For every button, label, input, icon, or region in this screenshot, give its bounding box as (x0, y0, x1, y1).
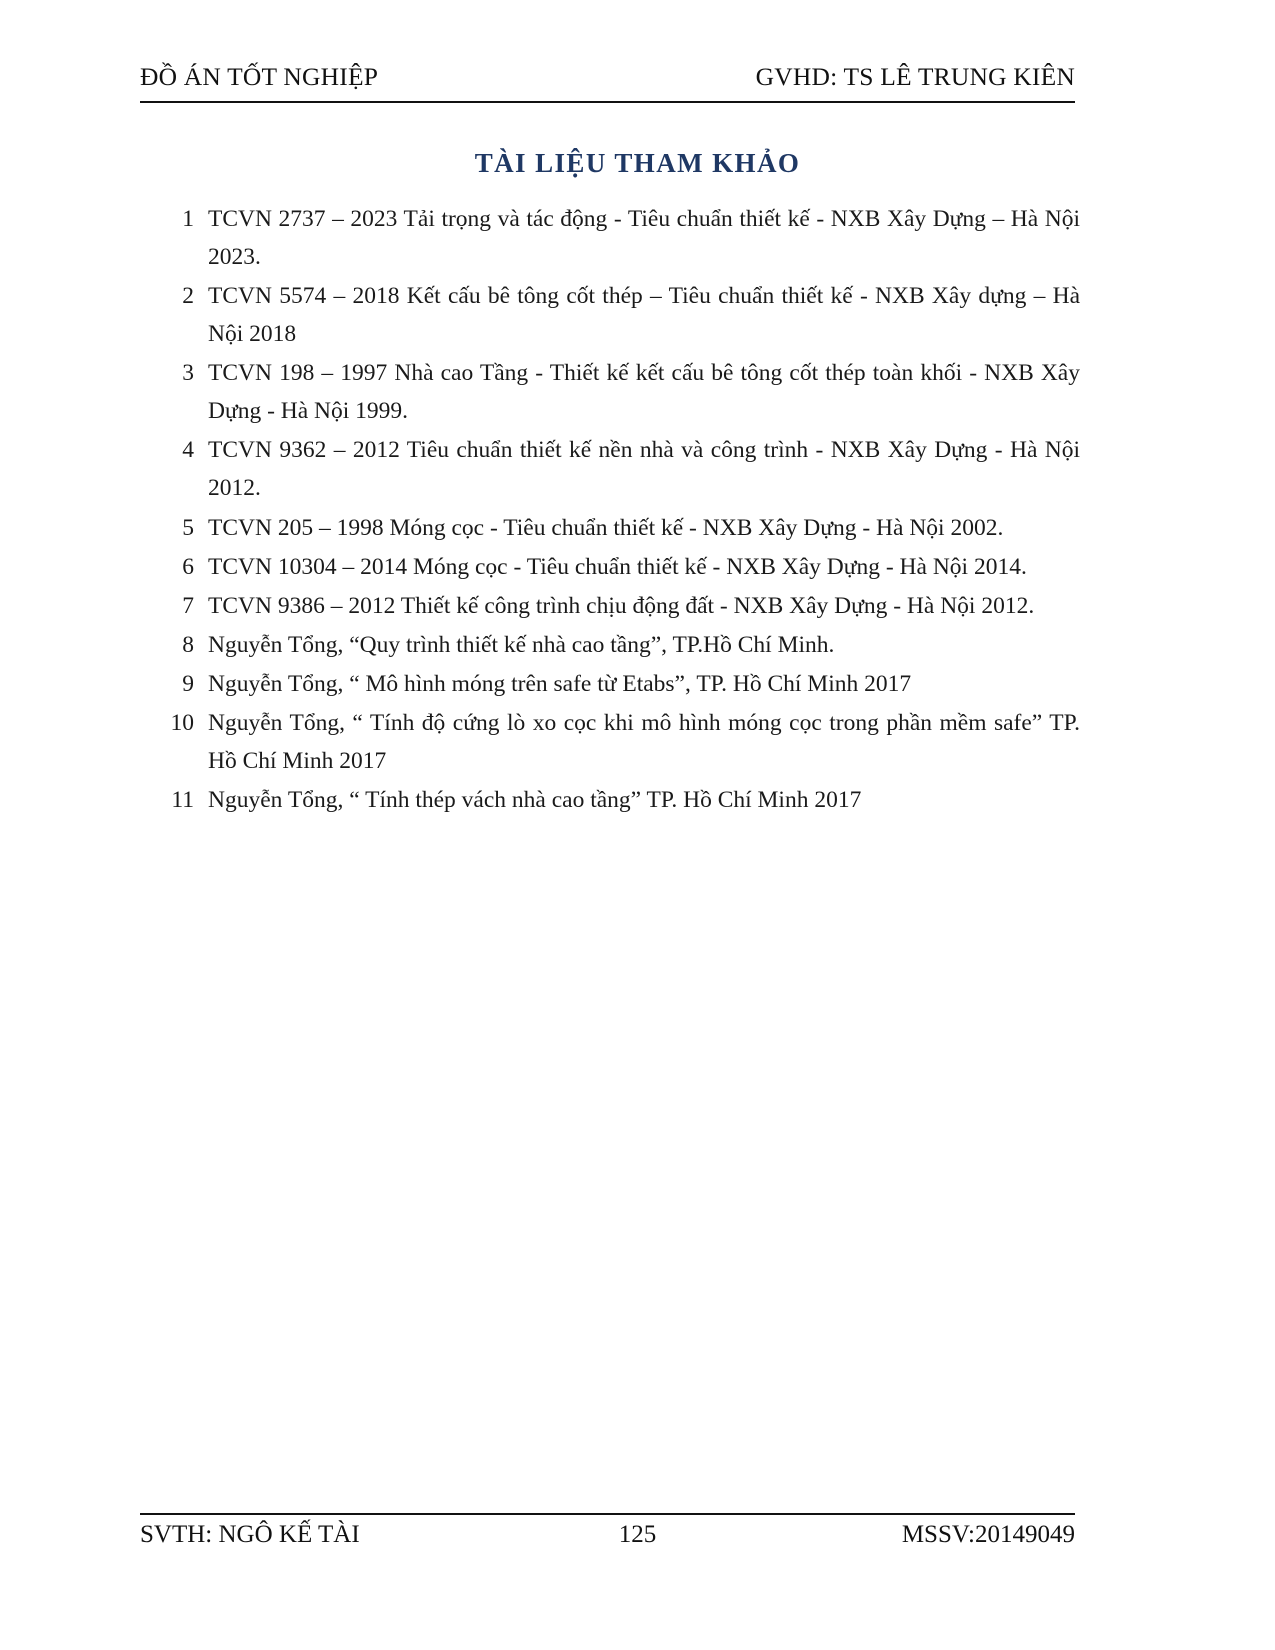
header-left-text: ĐỒ ÁN TỐT NGHIỆP (140, 62, 379, 91)
list-item-number: 7 (182, 592, 194, 619)
page-number: 125 (618, 1521, 657, 1548)
list-item-number: 8 (182, 631, 194, 658)
list-item (140, 781, 1080, 819)
page-header (140, 62, 1075, 92)
footer-left-text: SVTH: NGÔ KẾ TÀI (140, 1521, 360, 1548)
list-item-text: Nguyễn Tổng, “ Tính thép vách nhà cao tầng” TP. Hồ Chí Minh 2017 (208, 786, 862, 813)
footer-divider (140, 1513, 1075, 1515)
list-item-text: TCVN 10304 – 2014 Móng cọc - Tiêu chuẩn thiết kế - NXB Xây Dựng - Hà Nội 2014. (208, 553, 1027, 580)
list-item (140, 431, 1080, 507)
list-item-text: TCVN 2737 – 2023 Tải trọng và tác động - Tiêu chuẩn thiết kế - NXB Xây Dựng – Hà Nội 2023. (208, 206, 1080, 271)
list-item-text: TCVN 9362 – 2012 Tiêu chuẩn thiết kế nền nhà và công trình - NXB Xây Dựng - Hà Nội 2012. (208, 437, 1080, 502)
list-item (140, 354, 1080, 430)
list-item-number: 2 (182, 283, 194, 310)
list-item (140, 665, 1080, 703)
list-item (140, 548, 1080, 586)
list-item-number: 1 (182, 206, 194, 232)
list-item-number: 3 (182, 360, 194, 387)
list-item (140, 509, 1080, 547)
header-right-text: GVHD: TS LÊ TRUNG KIÊN (755, 62, 1075, 91)
page-title: TÀI LIỆU THAM KHẢO (474, 148, 801, 178)
list-item-text: TCVN 5574 – 2018 Kết cấu bê tông cốt thép – Tiêu chuẩn thiết kế - NXB Xây dựng – Hà Nội 2018 (208, 283, 1080, 348)
list-item-number: 11 (171, 786, 194, 813)
list-item (140, 200, 1080, 276)
header-divider (140, 101, 1075, 103)
list-item-number: 9 (182, 670, 194, 697)
list-item (140, 587, 1080, 625)
page-footer (140, 1521, 1075, 1549)
list-item-text: TCVN 198 – 1997 Nhà cao Tầng - Thiết kế kết cấu bê tông cốt thép toàn khối - NXB Xây Dựng - Hà Nội 1999. (208, 360, 1080, 425)
list-item-text: TCVN 205 – 1998 Móng cọc - Tiêu chuẩn thiết kế - NXB Xây Dựng - Hà Nội 2002. (208, 514, 1004, 541)
footer-right-text: MSSV:20149049 (901, 1521, 1075, 1548)
list-item-number: 10 (170, 709, 194, 736)
list-item (140, 277, 1080, 353)
list-item-text: TCVN 9386 – 2012 Thiết kế công trình chịu động đất - NXB Xây Dựng - Hà Nội 2012. (208, 592, 1035, 619)
list-item (140, 626, 1080, 664)
list-item-text: Nguyễn Tổng, “ Mô hình móng trên safe từ Etabs”, TP. Hồ Chí Minh 2017 (208, 670, 912, 697)
list-item-number: 4 (182, 437, 194, 464)
list-item-number: 6 (182, 553, 194, 580)
list-item-text: Nguyễn Tổng, “ Tính độ cứng lò xo cọc khi mô hình móng cọc trong phần mềm safe” TP. Hồ Chí Minh 2017 (208, 709, 1080, 774)
list-item-text: Nguyễn Tổng, “Quy trình thiết kế nhà cao tầng”, TP.Hồ Chí Minh. (208, 631, 835, 658)
list-item (140, 704, 1080, 780)
list-item-number: 5 (182, 514, 194, 541)
reference-list (140, 200, 1080, 820)
